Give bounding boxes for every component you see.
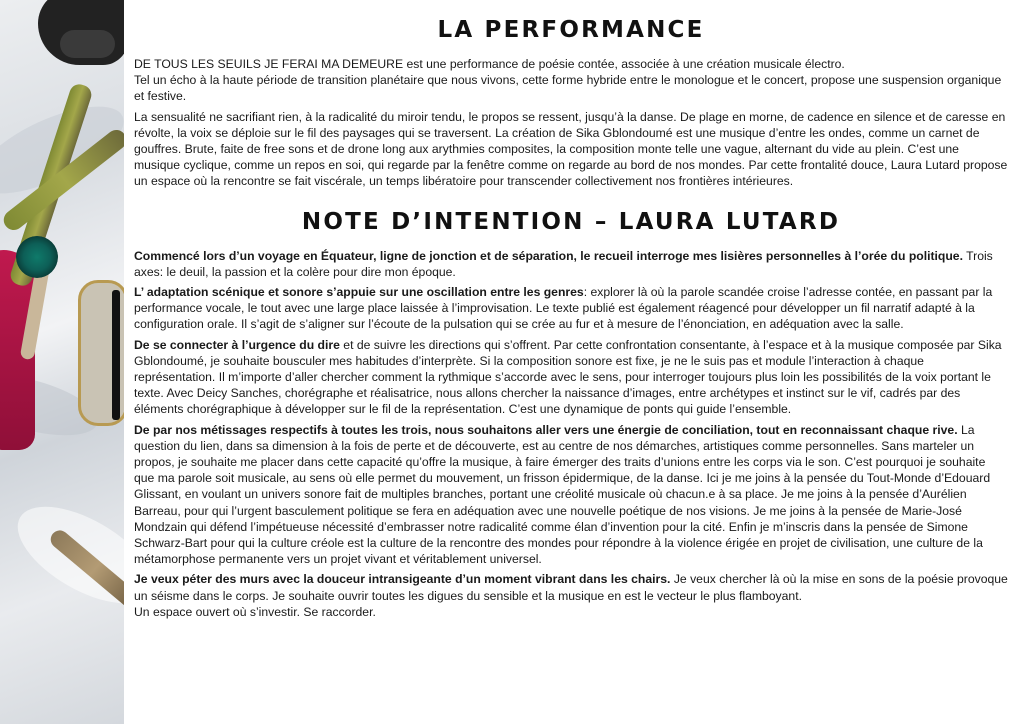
intention-paragraph: L’ adaptation scénique et sonore s’appuie sur une oscillation entre les genres: explorer là où la parole scandée croise l’adresse contée, en passant par la performance vocale, le tout avec une large place laissée à l’improvisation. Le texte publié est également réagencé pour développer un fil narratif adapté à la configuration orale. Il s’agit de s’aligner sur l’écoute de la pulsation qui se crée au fur et à mesure de l’énonciation, en adéquation avec la salle. <box>134 285 993 332</box>
section-title-intention: NOTE D’INTENTION – LAURA LUTARD <box>301 208 841 235</box>
document-body <box>134 14 1008 624</box>
intention-paragraph: Je veux péter des murs avec la douceur intransigeante d’un moment vibrant dans les chairs. Je veux chercher là où la mise en sons de la poésie provoque un séisme dans le corps. Je souhaite ouvrir toutes les digues du sensible et la musique en est le vecteur le plus flamboyant. <box>134 572 1008 603</box>
intention-paragraph: De par nos métissages respectifs à toutes les trois, nous souhaitons aller vers une énergie de conciliation, tout en reconnaissant chaque rive. La question du lien, dans sa dimension à la fois de perte et de découverte, est au centre de nos démarches, artistiques comme personnelles. Sans marteler un propos, je souhaite me placer dans cette capacité qu’offre la musique, à faire émerger des traits d’unions entre les corps via le son. C’est pourquoi je souhaite que ma parole soit musicale, au sens où elle permet du mouvement, un frisson épidermique, de la danse. Ici je me joins à la pensée du Tout-Monde d’Edouard Glissant, en voulant un univers sonore fait de multiples branches, portant une créolité musicale où chacun.e à sa place. Je me joins à la pensée d’Aurélien Barreau, pour qui l’urgent basculement politique se fera en adéquation avec une nouvelle poétique de nos visions. Je me joins à la pensée de Marie-José Mondzain qui défend l’impétueuse nécessité d’embrasser notre radicalité comme élan d’invention pour la cité. Enfin je m’inscris dans la pensée de Simone Schwarz-Bart pour qui la culture créole est la culture de la rencontre des mondes pour répondre à la violence érigée en projet de civilisation, une culture de la métamorphose permanente vers un projet vivant et véritablement universel. <box>134 422 991 567</box>
green-brush <box>16 236 58 278</box>
lead-sentence: De se connecter à l’urgence du dire <box>134 337 340 352</box>
lead-sentence: Je veux péter des murs avec la douceur intransigeante d’un moment vibrant dans les chairs. <box>134 572 671 587</box>
closing-line: Un espace ouvert où s’investir. Se raccorder. <box>134 604 376 619</box>
performance-paragraph: La sensualité ne sacrifiant rien, à la radicalité du miroir tendu, le propos se ressent, jusqu’à la danse. De plage en morne, de cadence en silence et de caresse en révolte, la voix se déploie sur le fil des paysages qui se traversent. La création de Sika Gblondoumé est une musique d’entre les ondes, comme un carnet de gouffres. Brute, faite de free sons et de drone long aux arythmies composites, la composition monte telle une vague, alternant du vide au plein. C’est une musique cyclique, comme un repos en soi, qui regarde par la fenêtre comme on regarde au bord de nos mondes. Par cette frontalité douce, Laura Lutard propose un espace où la rencontre se fait viscérale, un temps libératoire pour transcender collectivement nos frontières intérieures. <box>134 109 1008 189</box>
lead-sentence: Commencé lors d’un voyage en Équateur, ligne de jonction et de séparation, le recueil interroge mes lisières personnelles à l’orée du politique. <box>134 248 963 263</box>
decorative-photo <box>0 0 124 724</box>
fountain-pen <box>112 290 120 420</box>
performance-intro: DE TOUS LES SEUILS JE FERAI MA DEMEURE est une performance de poésie contée, associée à une création musicale électro. <box>134 57 845 71</box>
intention-paragraph: De se connecter à l’urgence du dire et de suivre les directions qui s’offrent. Par cette confrontation consentante, à l’espace et à la musique composée par Sika Gblondoumé, je souhaite bousculer mes habitudes d’interprète. Si la composition sonore est fixe, je ne le suis pas et module l’interaction à chaque représentation. Il m’importe d’aller chercher comment la rythmique s’accorde avec le sens, pour interroger toujours plus loin les possibilités de la voix portant le texte. Avec Deicy Sanches, chorégraphe et réalisatrice, nous allons chercher la naissance d’images, entre archétypes et instinct sur le vif, cadrés par des éléments chorégraphique à développer sur le fil de la représentation. C’est une dynamique de ponts qui guide l’ensemble. <box>134 337 1002 417</box>
intention-paragraph: Commencé lors d’un voyage en Équateur, ligne de jonction et de séparation, le recueil interroge mes lisières personnelles à l’orée du politique. Trois axes: le deuil, la passion et la colère pour dire mon époque. <box>134 248 993 279</box>
lead-sentence: De par nos métissages respectifs à toutes les trois, nous souhaitons aller vers une énergie de conciliation, tout en reconnaissant chaque rive. <box>134 422 958 437</box>
lead-sentence: L’ adaptation scénique et sonore s’appuie sur une oscillation entre les genres <box>134 285 584 300</box>
performance-paragraph: Tel un écho à la haute période de transition planétaire que nous vivons, cette forme hybride entre le monologue et le concert, propose une suspension organique et festive. <box>134 73 1002 104</box>
section-title-performance: LA PERFORMANCE <box>437 17 705 43</box>
